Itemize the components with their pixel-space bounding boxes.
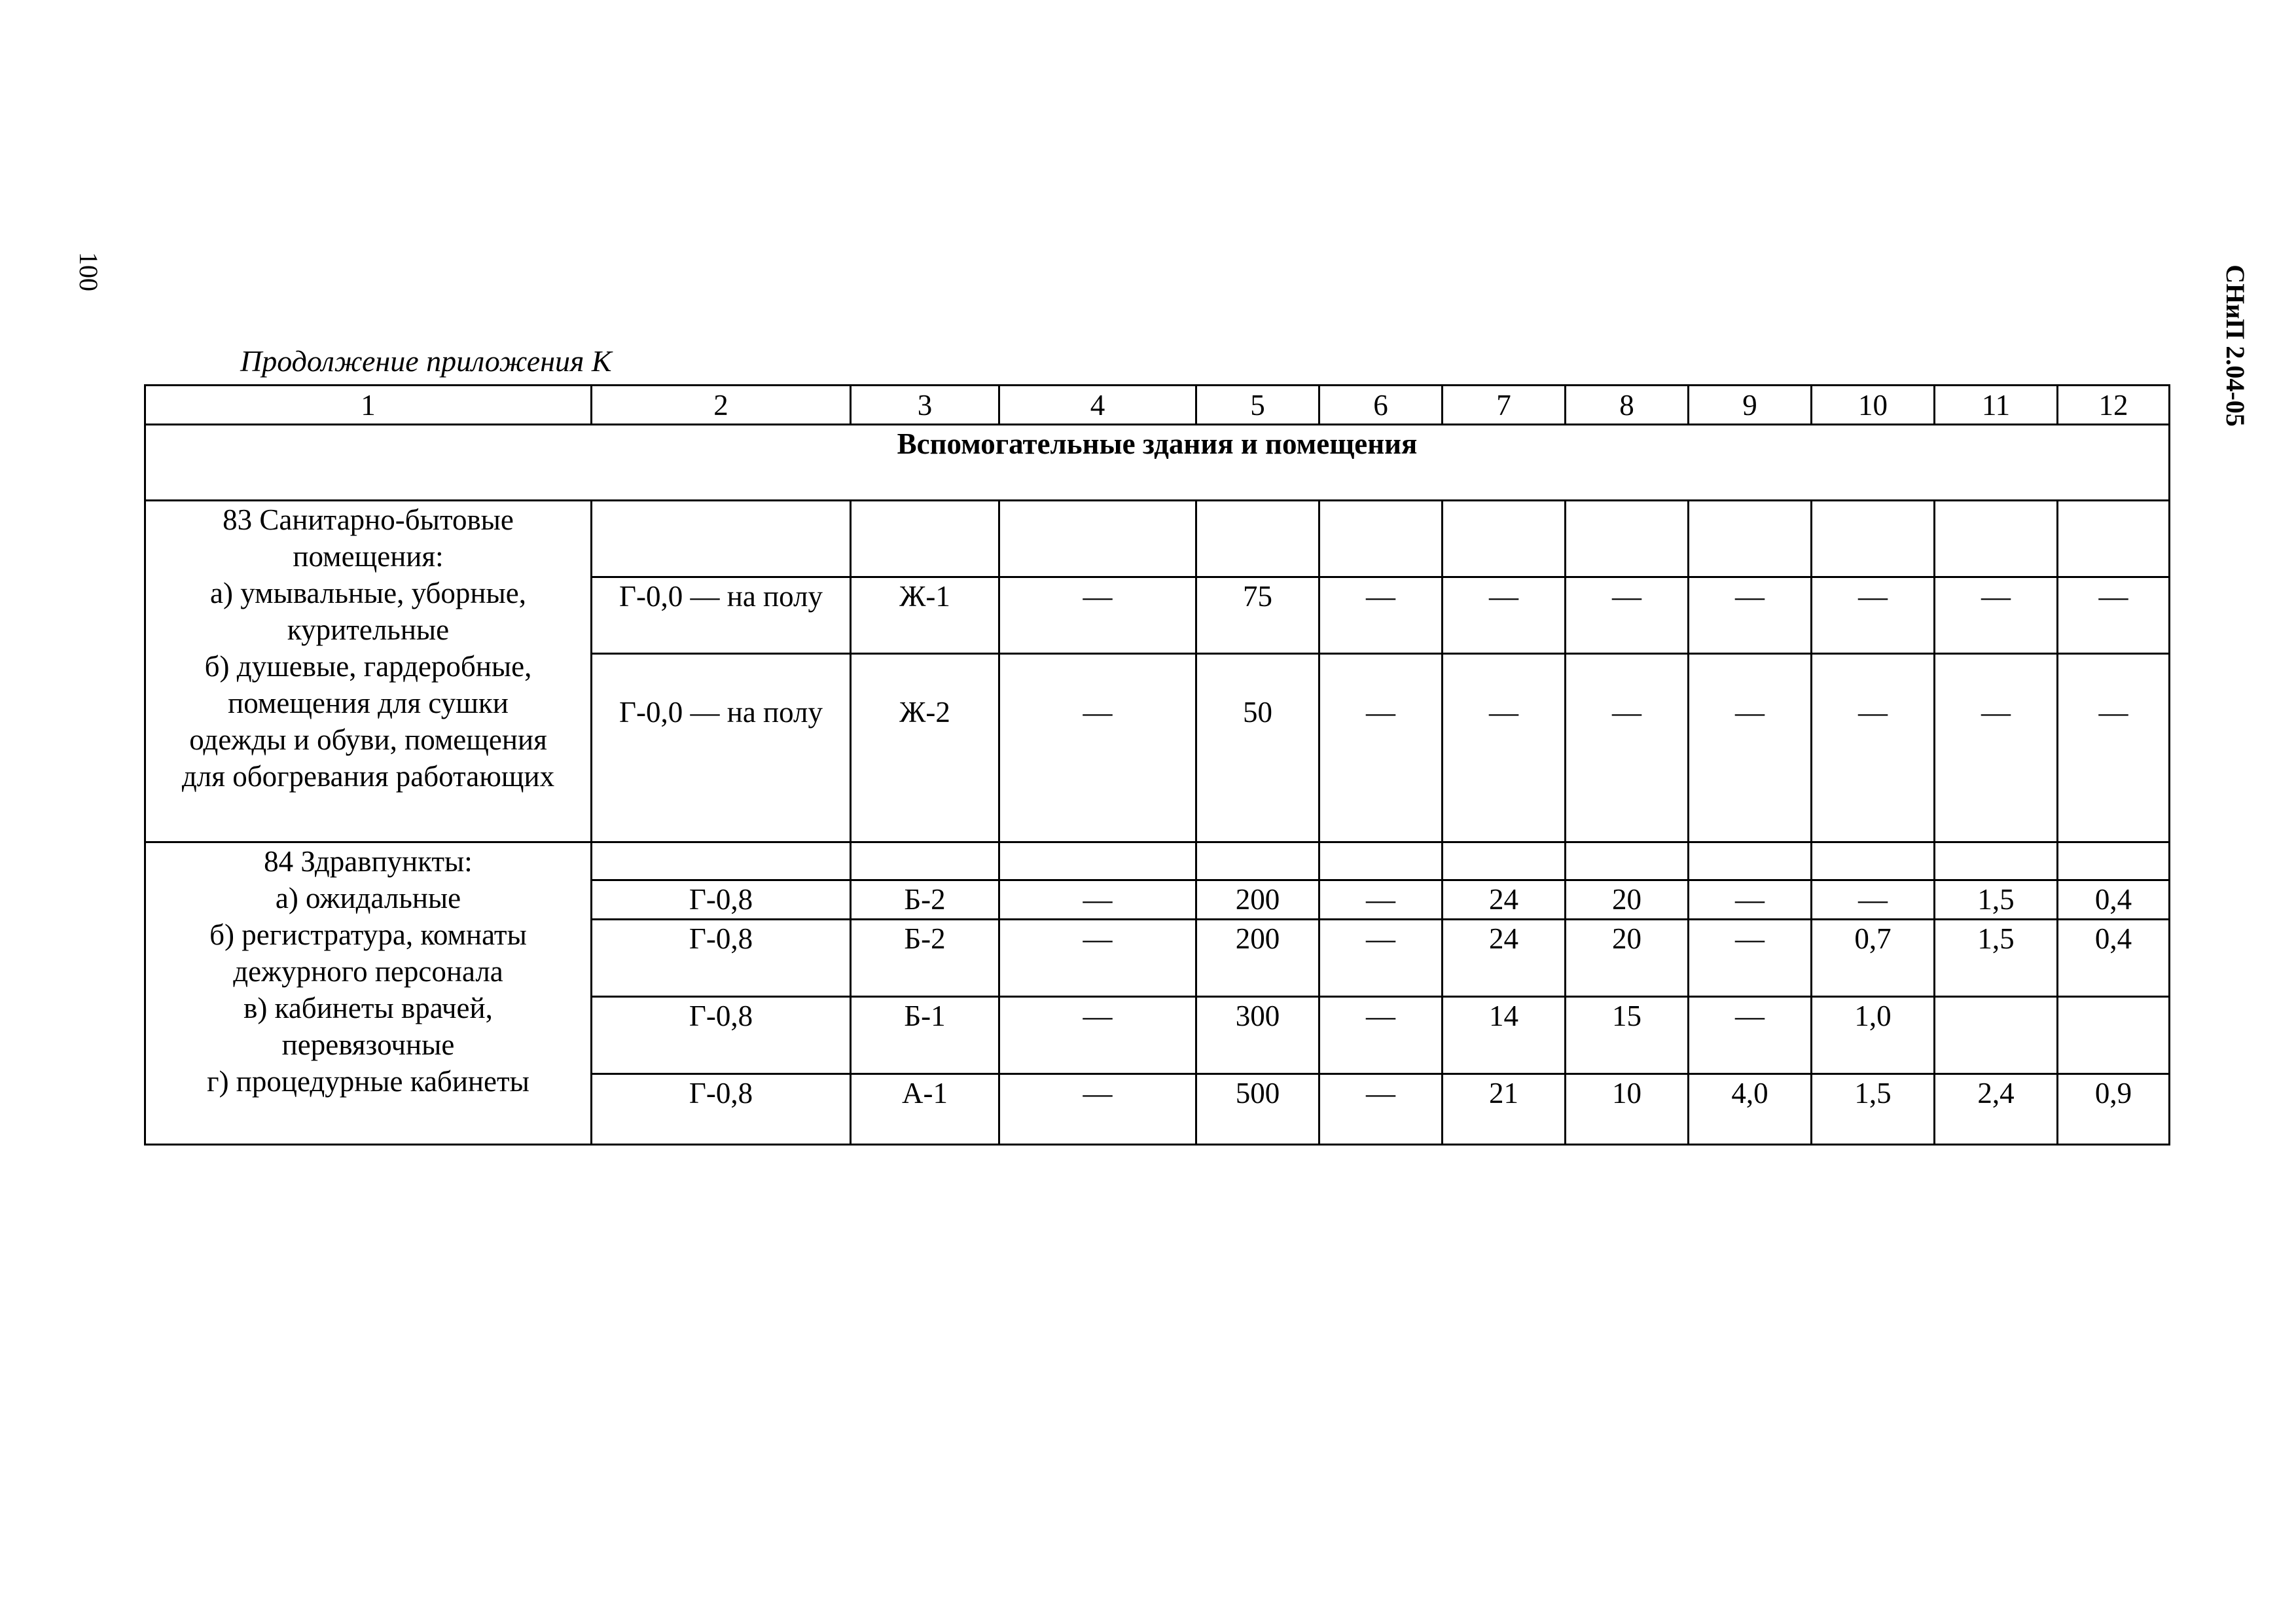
table-cell: — (1812, 654, 1935, 842)
column-number: 11 (1935, 386, 2058, 425)
table-cell: — (1319, 920, 1443, 997)
description-line: а) ожидальные (275, 882, 461, 914)
table-cell: — (1689, 920, 1812, 997)
description-line: г) процедурные кабинеты (207, 1065, 529, 1098)
table-cell: Б-1 (851, 997, 999, 1074)
table-cell: Г-0,0 — на полу (592, 577, 851, 654)
table-cell: 14 (1443, 997, 1566, 1074)
description-line: одежды и обуви, помещения (189, 723, 547, 756)
empty-cell (1812, 842, 1935, 880)
description-line: а) умывальные, уборные, (210, 577, 526, 609)
table-cell: — (1812, 880, 1935, 920)
empty-cell (1196, 842, 1319, 880)
empty-cell (1689, 501, 1812, 577)
table-cell: — (1689, 997, 1812, 1074)
table-cell: 20 (1566, 920, 1689, 997)
table-cell: — (2058, 577, 2170, 654)
table-cell: Ж-1 (851, 577, 999, 654)
column-number: 4 (999, 386, 1196, 425)
column-number: 8 (1566, 386, 1689, 425)
empty-cell (1935, 501, 2058, 577)
table-cell: Г-0,8 (592, 1074, 851, 1145)
table-cell: — (999, 920, 1196, 997)
empty-cell (1935, 842, 2058, 880)
section-title: Вспомогательные здания и помещения (145, 425, 2170, 501)
empty-cell (2058, 842, 2170, 880)
description-line: помещения: (293, 540, 444, 573)
table-cell: 75 (1196, 577, 1319, 654)
column-number: 7 (1443, 386, 1566, 425)
table-cell: 1,5 (1935, 880, 2058, 920)
table-cell: 10 (1566, 1074, 1689, 1145)
description-line: б) регистратура, комнаты (209, 918, 527, 951)
column-number-row (145, 386, 2170, 425)
description-line: 83 Санитарно-бытовые (223, 503, 514, 536)
table-cell: 300 (1196, 997, 1319, 1074)
row-description-83 (145, 501, 592, 842)
table-cell: 15 (1566, 997, 1689, 1074)
table-cell: — (1935, 654, 2058, 842)
description-line: для обогревания работающих (181, 760, 555, 793)
row-description-84 (145, 842, 592, 1145)
table-cell: 0,4 (2058, 880, 2170, 920)
table-cell: Б-2 (851, 920, 999, 997)
table-cell: 2,4 (1935, 1074, 2058, 1145)
empty-cell (1319, 501, 1443, 577)
table-cell: — (1443, 654, 1566, 842)
table-cell: — (1319, 880, 1443, 920)
table-cell: — (1319, 1074, 1443, 1145)
empty-cell (592, 501, 851, 577)
table-cell: — (999, 577, 1196, 654)
empty-cell (2058, 501, 2170, 577)
table-cell: 0,4 (2058, 920, 2170, 997)
table-cell: 0,9 (2058, 1074, 2170, 1145)
table-cell: 1,0 (1812, 997, 1935, 1074)
empty-cell (1566, 501, 1689, 577)
empty-cell (999, 842, 1196, 880)
description-line: б) душевые, гардеробные, (204, 650, 532, 683)
table-cell: 24 (1443, 880, 1566, 920)
table-cell: 50 (1196, 654, 1319, 842)
table-row (145, 842, 2170, 880)
table-cell: 4,0 (1689, 1074, 1812, 1145)
document-code: СНиП 2.04-05 (2221, 264, 2250, 427)
main-table (144, 384, 2170, 1146)
table-row (145, 501, 2170, 577)
empty-cell (592, 842, 851, 880)
empty-cell (999, 501, 1196, 577)
empty-cell (1319, 842, 1443, 880)
table-cell: 500 (1196, 1074, 1319, 1145)
table-cell: Б-2 (851, 880, 999, 920)
table-cell: — (1319, 577, 1443, 654)
table-cell: — (1566, 577, 1689, 654)
table-cell: — (1812, 577, 1935, 654)
table-cell: 20 (1566, 880, 1689, 920)
description-line: курительные (287, 613, 450, 646)
column-number: 9 (1689, 386, 1812, 425)
column-number: 2 (592, 386, 851, 425)
table-cell: — (1319, 654, 1443, 842)
empty-cell (851, 842, 999, 880)
table-cell: 0,7 (1812, 920, 1935, 997)
table-cell: — (1689, 577, 1812, 654)
description-line: дежурного персонала (233, 955, 503, 988)
column-number: 12 (2058, 386, 2170, 425)
description-line: 84 Здравпункты: (264, 845, 473, 878)
table-cell (2058, 997, 2170, 1074)
table-cell: — (1443, 577, 1566, 654)
column-number: 3 (851, 386, 999, 425)
table-cell: Ж-2 (851, 654, 999, 842)
table-cell: — (2058, 654, 2170, 842)
table-cell: — (1319, 997, 1443, 1074)
table-cell: А-1 (851, 1074, 999, 1145)
table-cell: Г-0,8 (592, 997, 851, 1074)
section-row (145, 425, 2170, 501)
empty-cell (1443, 501, 1566, 577)
table-cell: Г-0,8 (592, 920, 851, 997)
table-caption: Продолжение приложения К (240, 344, 612, 378)
table-cell: — (999, 880, 1196, 920)
page-number: 100 (74, 252, 103, 291)
empty-cell (1443, 842, 1566, 880)
empty-cell (1196, 501, 1319, 577)
description-line: помещения для сушки (228, 687, 509, 719)
empty-cell (1566, 842, 1689, 880)
table-cell: — (999, 654, 1196, 842)
table-cell: — (999, 1074, 1196, 1145)
column-number: 5 (1196, 386, 1319, 425)
table-cell: 200 (1196, 920, 1319, 997)
table-cell: 21 (1443, 1074, 1566, 1145)
empty-cell (1812, 501, 1935, 577)
empty-cell (851, 501, 999, 577)
table-cell: Г-0,8 (592, 880, 851, 920)
empty-cell (1689, 842, 1812, 880)
table-cell: 1,5 (1935, 920, 2058, 997)
table-cell: 1,5 (1812, 1074, 1935, 1145)
table-cell: — (1689, 880, 1812, 920)
description-line: перевязочные (281, 1028, 455, 1061)
table-cell (1935, 997, 2058, 1074)
column-number: 10 (1812, 386, 1935, 425)
column-number: 1 (145, 386, 592, 425)
table-cell: — (1689, 654, 1812, 842)
table-cell: 24 (1443, 920, 1566, 997)
column-number: 6 (1319, 386, 1443, 425)
table-cell: 200 (1196, 880, 1319, 920)
table-cell: — (999, 997, 1196, 1074)
table-cell: — (1935, 577, 2058, 654)
table-cell: — (1566, 654, 1689, 842)
table-cell: Г-0,0 — на полу (592, 654, 851, 842)
description-line: в) кабинеты врачей, (243, 992, 493, 1024)
